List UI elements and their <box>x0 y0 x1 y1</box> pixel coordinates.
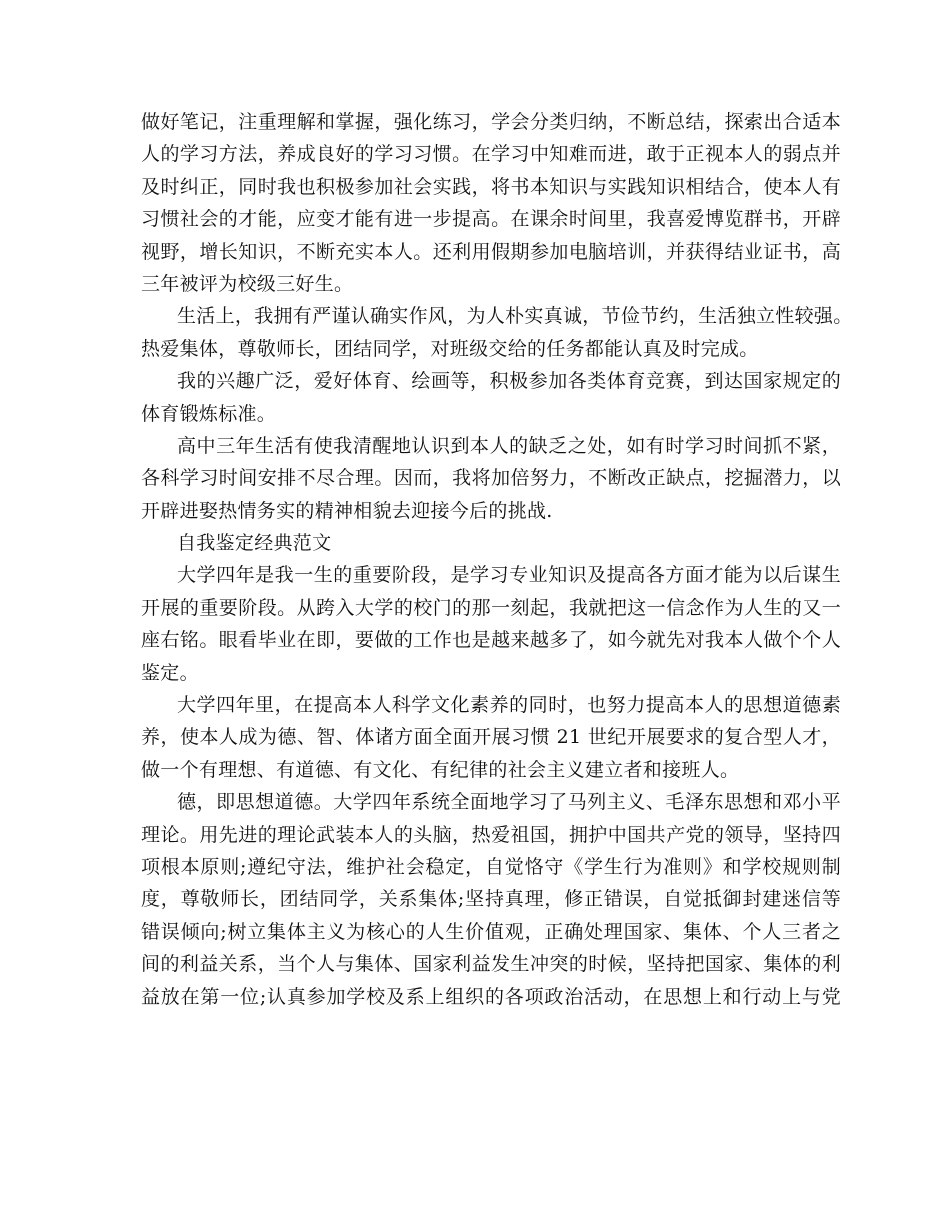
text-line: 自我鉴定经典范文 <box>177 532 332 555</box>
text-line: 各科学习时间安排不尽合理。因而，我将加倍努力，不断改正缺点，挖掘潜力，以 <box>141 467 841 490</box>
text-line: 高中三年生活有使我清醒地认识到本人的缺乏之处，如有时学习时间抓不紧， <box>177 434 841 457</box>
text-line: 大学四年里，在提高本人科学文化素养的同时，也努力提高本人的思想道德素 <box>177 694 841 717</box>
text-line: 座右铭。眼看毕业在即，要做的工作也是越来越多了，如今就先对我本人做个个人 <box>141 629 841 652</box>
document-body <box>141 106 853 1013</box>
text-line: 体育锻炼标准。 <box>141 402 277 425</box>
paragraph <box>141 559 841 689</box>
text-line: 生活上，我拥有严谨认确实作风，为人朴实真诚，节俭节约，生活独立性较强。 <box>177 305 853 328</box>
text-line: 大学四年是我一生的重要阶段，是学习专业知识及提高各方面才能为以后谋生 <box>177 564 841 587</box>
paragraph <box>141 689 841 786</box>
text-line: 理论。用先进的理论武装本人的头脑，热爱祖国，拥护中国共产党的领导，坚持四 <box>141 823 841 846</box>
text-line: 习惯社会的才能，应变才能有进一步提高。在课余时间里，我喜爱博览群书，开辟 <box>141 208 841 231</box>
text-line: 错误倾向;树立集体主义为核心的人生价值观，正确处理国家、集体、个人三者之 <box>141 920 841 943</box>
text-line: 做一个有理想、有道德、有文化、有纪律的社会主义建立者和接班人。 <box>141 758 740 781</box>
text-line: 开辟进娶热情务实的精神相貌去迎接今后的挑战. <box>141 499 553 522</box>
text-line: 项根本原则;遵纪守法，维护社会稳定，自觉恪守《学生行为准则》和学校规则制 <box>141 855 841 878</box>
paragraph <box>141 430 841 527</box>
text-line: 我的兴趣广泛，爱好体育、绘画等，积极参加各类体育竞赛，到达国家规定的 <box>177 370 841 393</box>
text-line: 鉴定。 <box>141 661 199 684</box>
text-line: 及时纠正，同时我也积极参加社会实践，将书本知识与实践知识相结合，使本人有 <box>141 175 841 198</box>
text-line: 度，尊敬师长，团结同学，关系集体;坚持真理，修正错误，自觉抵御封建迷信等 <box>141 888 841 911</box>
text-line: 人的学习方法，养成良好的学习习惯。在学习中知难而进，敢于正视本人的弱点并 <box>141 143 841 166</box>
text-line: 开展的重要阶段。从跨入大学的校门的那一刻起，我就把这一信念作为人生的又一 <box>141 596 841 619</box>
text-line: 德，即思想道德。大学四年系统全面地学习了马列主义、毛泽东思想和邓小平 <box>177 791 841 814</box>
text-line: 益放在第一位;认真参加学校及系上组织的各项政治活动，在思想上和行动上与党 <box>141 985 841 1008</box>
paragraph <box>141 300 853 365</box>
paragraph <box>141 786 841 1013</box>
text-line: 热爱集体，尊敬师长，团结同学，对班级交给的任务都能认真及时完成。 <box>141 337 759 360</box>
text-line: 间的利益关系，当个人与集体、国家利益发生冲突的时候，坚持把国家、集体的利 <box>141 953 841 976</box>
text-line: 三年被评为校级三好生。 <box>141 272 354 295</box>
paragraph <box>141 527 841 559</box>
paragraph <box>141 365 841 430</box>
paragraph <box>141 106 841 300</box>
text-line: 视野，增长知识，不断充实本人。还利用假期参加电脑培训，并获得结业证书，高 <box>141 240 841 263</box>
text-line: 做好笔记，注重理解和掌握，强化练习，学会分类归纳，不断总结，探索出合适本 <box>141 111 841 133</box>
text-line: 养，使本人成为德、智、体诸方面全面开展习惯 21 世纪开展要求的复合型人才， <box>141 726 841 749</box>
